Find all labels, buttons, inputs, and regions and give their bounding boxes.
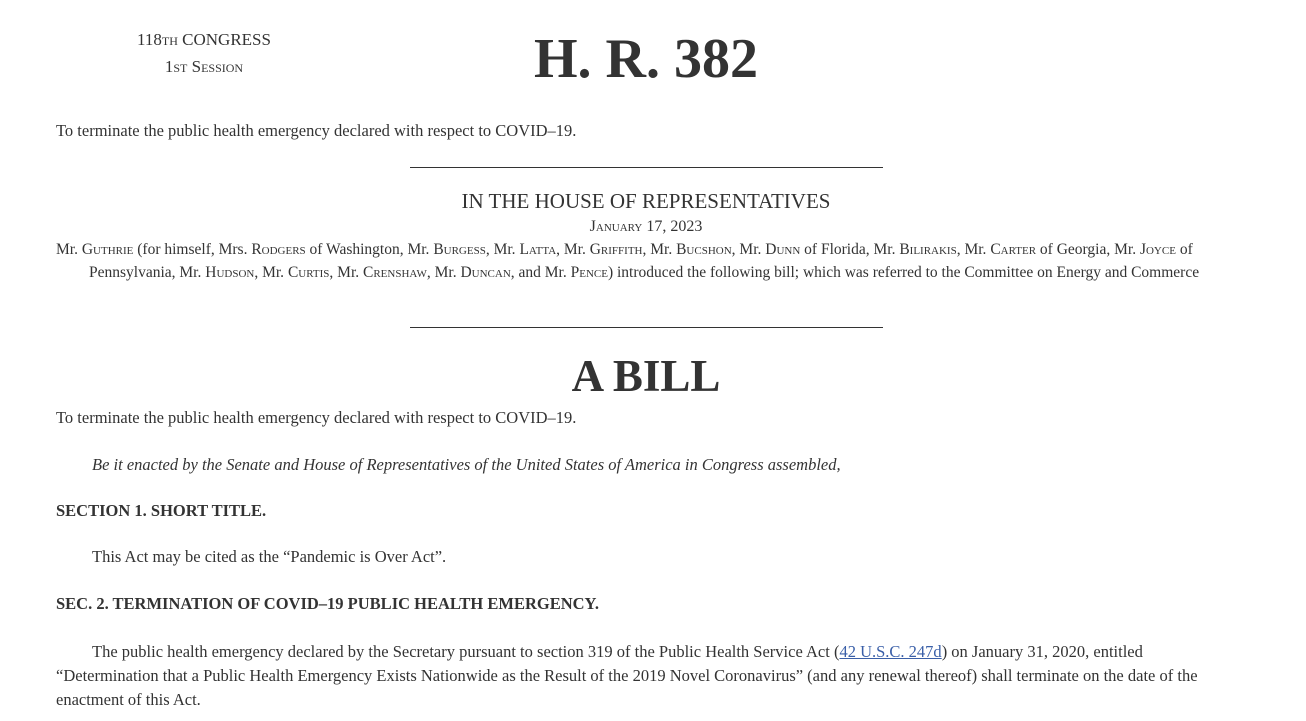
sponsor-text: , Mr. [956,241,991,258]
bill-heading: A BILL [571,351,721,401]
sponsor-text: Mr. [56,241,82,258]
sponsor-name: Carter [990,241,1037,258]
section-2-text-before: The public health emergency declared by the Secretary pursuant to section 319 of the Public Health Service Act ( [92,642,840,661]
sponsor-text: , Mr. [642,241,677,258]
usc-citation-link[interactable]: 42 U.S.C. 247d [839,642,942,661]
section-2-text-after: ) on January 31, 2020, entitled “Determination that a Public Health Emergency Exists Nationwide as the Result of the 2019 Novel Coronavirus” (and any renewal thereof) shall terminate on the date of the enactment of this Act. [56,642,1198,709]
sponsor-text: , Mr. [329,263,363,281]
sponsor-text: (for himself, Mrs. [133,241,252,258]
congress-suffix: TH [161,34,178,48]
sponsor-text: of Georgia, Mr. [1036,241,1140,258]
sponsor-text: , Mr. [485,241,520,258]
divider-bottom [410,327,883,328]
sponsor-name: Bucshon [676,241,732,258]
sponsor-text: ) introduced the following bill; which was referred to the Committee on Energy and Commerce [607,263,1200,281]
bill-number: H. R. 382 [534,28,758,90]
sponsor-name: Joyce [1139,241,1176,258]
sponsor-text: , Mr. [731,241,766,258]
session-word: Session [191,57,244,76]
sponsors-paragraph [56,239,1246,284]
sponsor-name: Bilirakis [899,241,957,258]
sponsor-name: Rodgers [251,241,306,258]
sponsor-text: , Mr. [556,241,590,258]
introduction-date: January 17, 2023 [589,218,703,235]
congress-session-block [104,27,304,81]
section-2-heading: SEC. 2. TERMINATION OF COVID–19 PUBLIC HEALTH EMERGENCY. [56,594,600,613]
enacting-clause: Be it enacted by the Senate and House of Representatives of the United States of America in Congress assembled, [92,455,841,474]
congress-word: CONGRESS [182,30,271,49]
sponsor-name: Curtis [287,263,330,281]
session-number: 1 [164,57,174,76]
sponsor-text: , Mr. [254,263,288,281]
official-title: To terminate the public health emergency declared with respect to COVID–19. [56,121,577,140]
session-label [104,54,304,81]
sponsor-text: , and Mr. [510,263,571,281]
sponsor-name: Duncan [460,263,511,281]
sponsor-name: Guthrie [81,241,134,258]
sponsor-name: Hudson [205,263,255,281]
sponsor-text: of Washington, Mr. [305,241,434,258]
sponsor-name: Griffith [589,241,643,258]
sponsor-text: , Mr. [426,263,461,281]
sponsor-text: of Florida, Mr. [800,241,900,258]
congress-label [104,27,304,54]
section-1-text: This Act may be cited as the “Pandemic is Over Act”. [92,547,447,566]
sponsor-name: Pence [570,263,608,281]
sponsor-name: Dunn [765,241,801,258]
congress-number: 118 [137,30,162,49]
chamber-heading: IN THE HOUSE OF REPRESENTATIVES [461,189,831,213]
section-1-heading: SECTION 1. SHORT TITLE. [56,501,267,520]
sponsor-name: Latta [519,241,557,258]
section-2-text [56,640,1246,712]
long-title: To terminate the public health emergency declared with respect to COVID–19. [56,408,577,427]
sponsor-name: Crenshaw [363,263,427,281]
sponsor-name: Burgess [433,241,486,258]
sponsor-text: of Pennsylvania, Mr. [89,241,1193,281]
session-suffix: ST [173,61,188,75]
divider-top [410,167,883,168]
